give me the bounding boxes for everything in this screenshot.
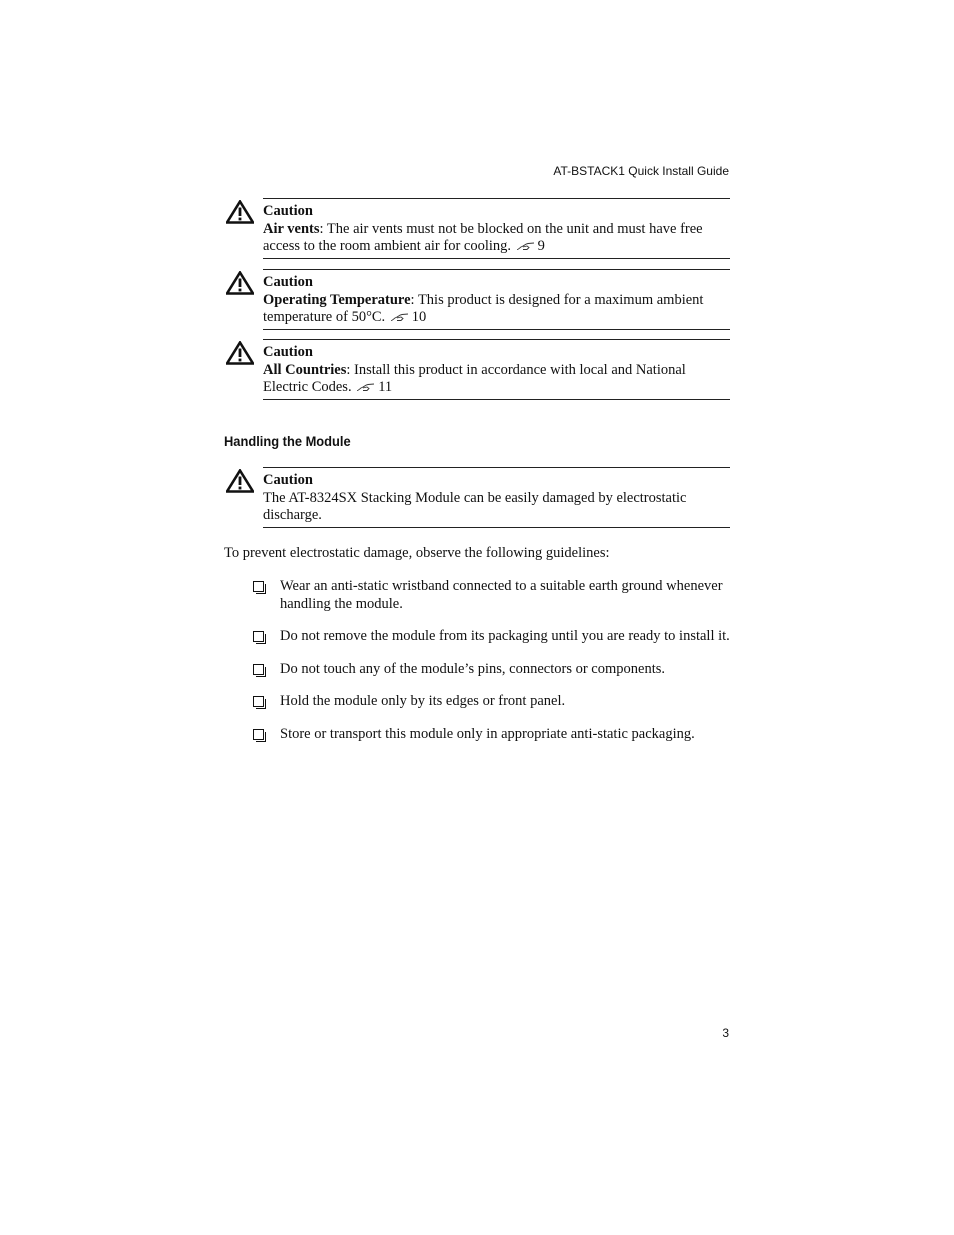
checkbox-bullet-icon	[253, 664, 264, 675]
caution-text: : This product is designed for a maximum ambient temperature of 50°C.	[263, 291, 704, 325]
warning-triangle-icon	[226, 271, 254, 295]
checkbox-bullet-icon	[253, 631, 264, 642]
warning-triangle-icon	[226, 200, 254, 224]
caution-term: All Countries	[263, 361, 347, 378]
caution-term: Operating Temperature	[263, 291, 411, 308]
list-item	[252, 578, 730, 613]
caution-air-vents	[224, 198, 730, 259]
page-number: 3	[722, 1026, 729, 1040]
pointing-hand-icon	[516, 242, 536, 251]
list-item	[252, 661, 730, 679]
caution-text: : Install this product in accordance with local and National Electric Codes.	[263, 361, 686, 395]
checkbox-bullet-icon	[253, 696, 264, 707]
warning-triangle-icon	[226, 469, 254, 493]
pointing-hand-icon	[356, 383, 376, 392]
caution-operating-temperature	[224, 269, 730, 330]
list-item-text: Do not touch any of the module’s pins, connectors or components.	[280, 660, 665, 677]
intro-paragraph: To prevent electrostatic damage, observe the following guidelines:	[224, 545, 610, 561]
list-item	[252, 726, 730, 744]
caution-title: Caution	[263, 472, 313, 488]
checkbox-bullet-icon	[253, 581, 264, 592]
caution-text: The AT-8324SX Stacking Module can be easily damaged by electrostatic discharge.	[263, 489, 687, 523]
list-item-text: Store or transport this module only in appropriate anti-static packaging.	[280, 725, 695, 742]
caution-ref: 11	[378, 379, 393, 395]
list-item-text: Wear an anti-static wristband connected to a suitable earth ground whenever handling the module.	[280, 578, 723, 612]
caution-ref: 10	[411, 309, 427, 325]
caution-title: Caution	[263, 274, 313, 290]
caution-ref: 9	[537, 238, 545, 254]
list-item-text: Hold the module only by its edges or front panel.	[280, 693, 566, 709]
running-head: AT-BSTACK1 Quick Install Guide	[553, 164, 729, 178]
caution-title: Caution	[263, 344, 313, 360]
pointing-hand-icon	[390, 313, 410, 322]
caution-term: Air vents	[263, 220, 320, 237]
caution-electrostatic	[224, 467, 730, 528]
list-item	[252, 693, 730, 711]
caution-all-countries	[224, 339, 730, 400]
checkbox-bullet-icon	[253, 729, 264, 740]
guidelines-list	[252, 578, 730, 743]
list-item	[252, 628, 730, 646]
section-heading: Handling the Module	[224, 433, 351, 449]
warning-triangle-icon	[226, 341, 254, 365]
list-item-text: Do not remove the module from its packaging until you are ready to install it.	[280, 628, 730, 644]
caution-title: Caution	[263, 203, 313, 219]
caution-text: : The air vents must not be blocked on the unit and must have free access to the room ambient air for cooling.	[263, 220, 703, 254]
